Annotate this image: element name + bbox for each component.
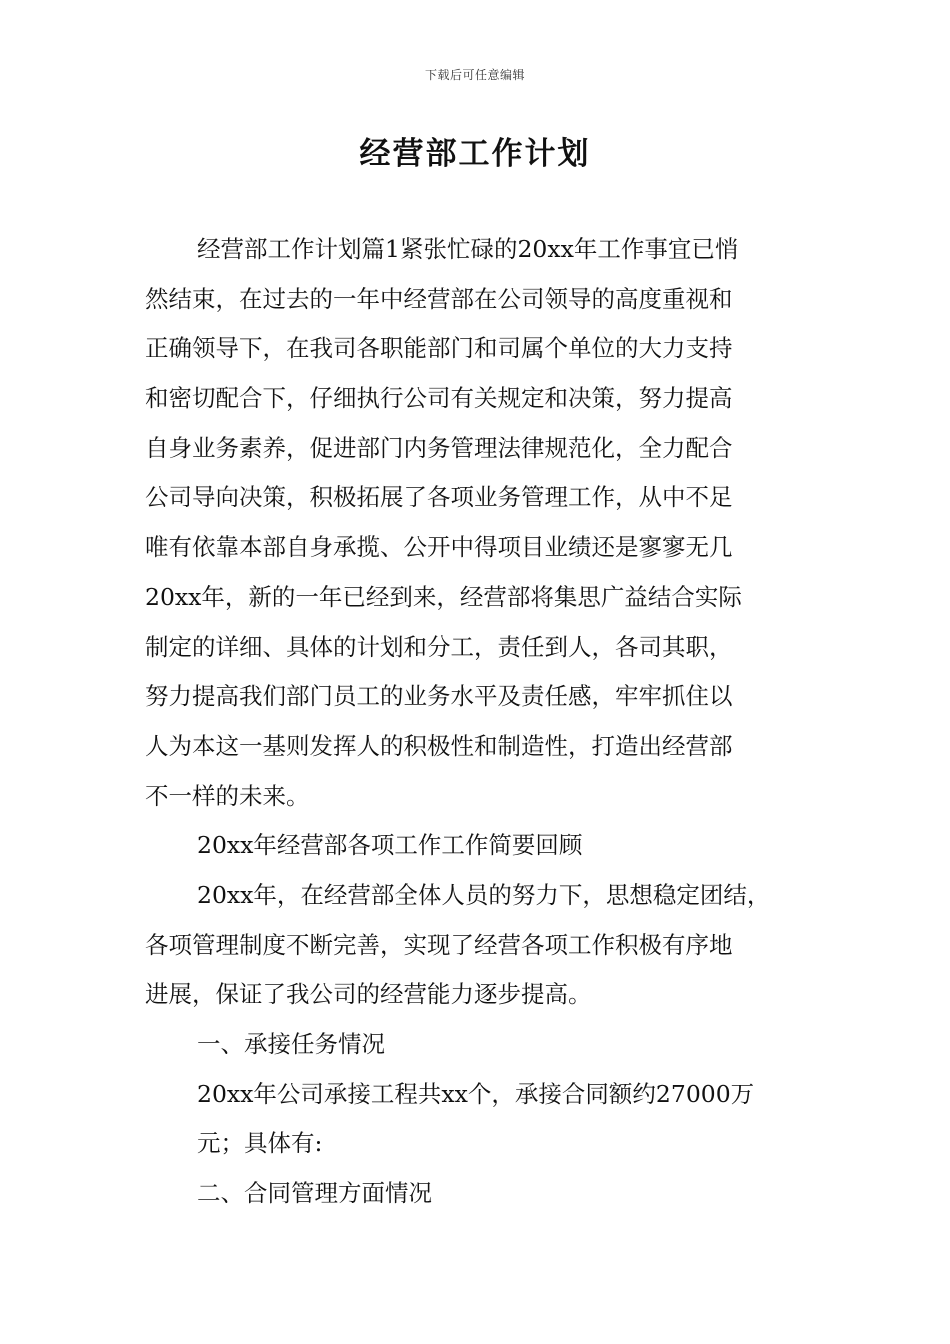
section-heading: 二、合同管理方面情况: [197, 1179, 432, 1208]
document-title: 经营部工作计划: [359, 136, 591, 172]
section-heading: 20xx年经营部各项工作工作简要回顾: [197, 831, 583, 860]
body-line: 各项管理制度不断完善，实现了经营各项工作积极有序地: [145, 930, 733, 959]
document-body: [145, 225, 825, 1219]
body-line: 自身业务素养，促进部门内务管理法律规范化，全力配合: [145, 433, 733, 462]
body-line: 然结束，在过去的一年中经营部在公司领导的高度重视和: [145, 284, 733, 313]
body-line: 元；具体有:: [197, 1129, 323, 1158]
body-line: 进展，保证了我公司的经营能力逐步提高。: [145, 980, 592, 1009]
body-line: 和密切配合下，仔细执行公司有关规定和决策，努力提高: [145, 384, 733, 413]
body-line: 正确领导下，在我司各职能部门和司属个单位的大力支持: [145, 334, 733, 363]
body-line: 唯有依靠本部自身承揽、公开中得项目业绩还是寥寥无几: [145, 533, 733, 562]
body-line: 20xx年，在经营部全体人员的努力下，思想稳定团结，: [197, 880, 771, 909]
body-line: 公司导向决策，积极拓展了各项业务管理工作，从中不足: [145, 483, 733, 512]
section-heading: 一、承接任务情况: [197, 1030, 385, 1058]
body-line: 20xx年公司承接工程共xx个，承接合同额约27000万: [197, 1079, 755, 1108]
body-line: 经营部工作计划篇1紧张忙碌的20xx年工作事宜已悄: [197, 235, 739, 263]
body-line: 制定的详细、具体的计划和分工，责任到人，各司其职，: [145, 632, 733, 661]
body-line: 不一样的未来。: [145, 781, 310, 810]
header-note: 下载后可任意编辑: [424, 68, 525, 82]
body-line: 努力提高我们部门员工的业务水平及责任感，牢牢抓住以: [145, 682, 733, 711]
body-line: 人为本这一基则发挥人的积极性和制造性，打造出经营部: [145, 731, 733, 760]
body-line: 20xx年，新的一年已经到来，经营部将集思广益结合实际: [145, 582, 742, 611]
